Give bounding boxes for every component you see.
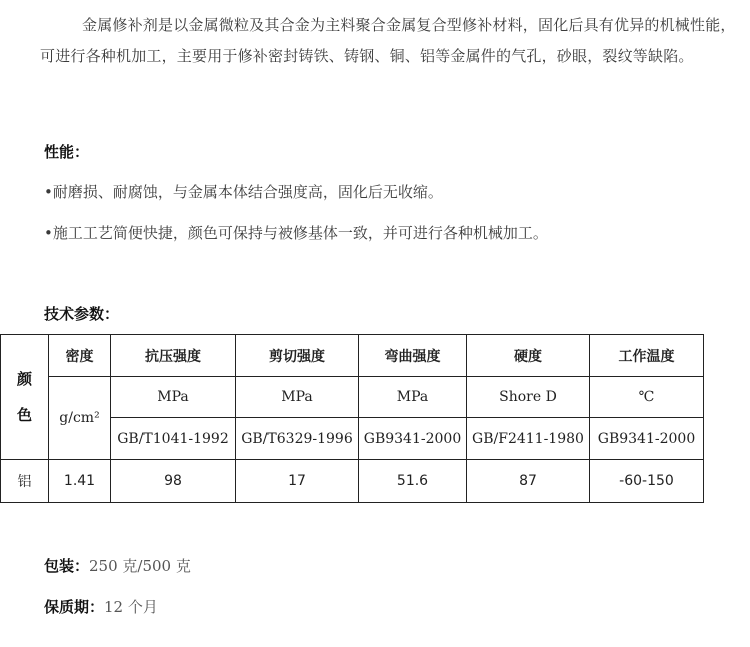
unit-cell: MPa <box>236 377 359 418</box>
performance-heading: 性能： <box>44 143 90 161</box>
value-cell: 17 <box>236 460 359 503</box>
standard-cell: GB/T1041-1992 <box>111 418 236 460</box>
color-header-bottom: 色 <box>16 406 32 424</box>
performance-bullet: •耐磨损、耐腐蚀，与金属本体结合强度高，固化后无收缩。 <box>44 183 443 201</box>
compressive-strength-header: 抗压强度 <box>111 335 236 377</box>
unit-cell: Shore D <box>467 377 590 418</box>
packaging-value: 250 克/500 克 <box>89 557 191 575</box>
density-value: 1.41 <box>49 460 111 503</box>
working-temperature-header: 工作温度 <box>590 335 704 377</box>
performance-bullet: •施工工艺简便快捷，颜色可保持与被修基体一致，并可进行各种机械加工。 <box>44 224 548 242</box>
color-value: 铝 <box>1 460 49 503</box>
value-cell: 98 <box>111 460 236 503</box>
value-cell: 51.6 <box>359 460 467 503</box>
unit-cell: MPa <box>111 377 236 418</box>
unit-cell: ℃ <box>590 377 704 418</box>
tech-heading: 技术参数： <box>44 305 120 323</box>
shelf-life-line <box>44 596 158 617</box>
packaging-line <box>44 555 191 576</box>
shelf-life-label: 保质期： <box>44 598 105 616</box>
density-header: 密度 <box>49 335 111 377</box>
packaging-label: 包装： <box>44 557 90 575</box>
shear-strength-header: 剪切强度 <box>236 335 359 377</box>
value-cell: 87 <box>467 460 590 503</box>
data-row <box>1 460 704 503</box>
header-row <box>1 335 704 377</box>
standard-cell: GB9341-2000 <box>590 418 704 460</box>
intro-paragraph: 金属修补剂是以金属微粒及其合金为主料聚合金属复合型修补材料，固化后具有优异的机械性能，可进行各种机加工，主要用于修补密封铸铁、铸钢、铜、铝等金属件的气孔，砂眼，裂纹等缺陷。 <box>40 16 736 65</box>
unit-cell: MPa <box>359 377 467 418</box>
standard-cell: GB9341-2000 <box>359 418 467 460</box>
spec-table <box>0 334 704 503</box>
hardness-header: 硬度 <box>467 335 590 377</box>
bending-strength-header: 弯曲强度 <box>359 335 467 377</box>
unit-row <box>1 377 704 418</box>
density-unit: g/cm² <box>49 377 111 460</box>
value-cell: -60-150 <box>590 460 704 503</box>
standard-cell: GB/F2411-1980 <box>467 418 590 460</box>
shelf-life-value: 12 个月 <box>104 598 158 616</box>
color-header-cell <box>1 335 49 460</box>
color-header-top: 颜 <box>16 370 32 388</box>
standard-cell: GB/T6329-1996 <box>236 418 359 460</box>
